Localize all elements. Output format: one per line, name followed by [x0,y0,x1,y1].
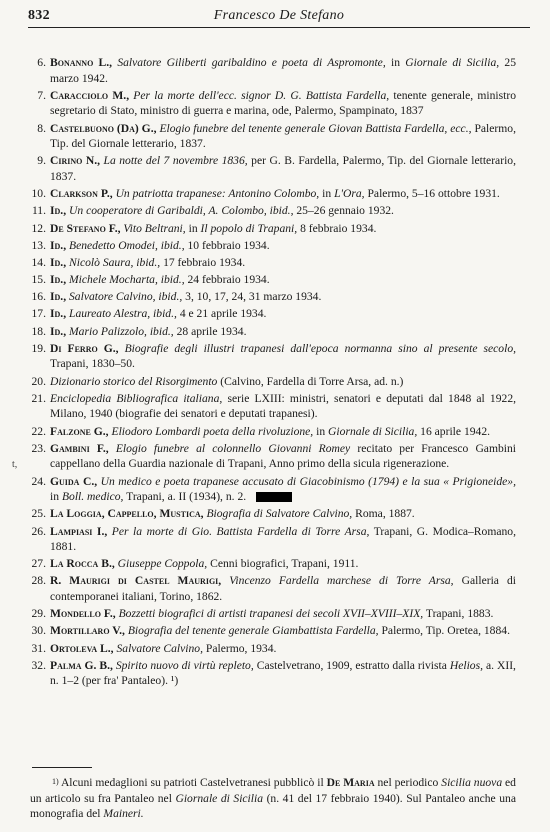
entry-title: Elogio funebre al colonnello Giovanni Romey [115,441,351,455]
entry-details: Galleria di contemporanei italiani, Torino, 1862. [50,574,516,604]
entry-title: Laureato Alestra, ibid., [69,307,177,321]
bibliography-entry [30,573,516,604]
entry-author: Caracciolo M., [50,88,130,102]
bibliography-entry [30,658,516,689]
entry-author: Palma G. B., [50,658,113,672]
entry-details: Trapani, 1883. [425,607,494,621]
entry-author: Bonanno L., [50,56,113,69]
entry-author: Ortoleva L., [50,641,114,655]
entry-details: 16 aprile 1942. [420,424,491,438]
entry-number: 26. [31,524,46,538]
entry-title: Biografie degli illustri trapanesi dall'epoca normanna sino al presente secolo, [124,341,517,355]
entry-number: 28. [31,574,46,588]
footnote-text: (n. 41 del 17 febbraio 1940). Sul Pantaleo anche una monografia del [30,791,516,821]
entry-number: 14. [31,255,46,269]
entry-details: Roma, 1887. [355,507,415,521]
entry-author: Mondello F., [50,607,116,621]
entry-number: 24. [31,474,46,488]
bibliography-entry [30,606,516,622]
entry-details: in [390,56,400,69]
entry-number: 31. [31,641,46,655]
entry-title: Dizionario storico del Risorgimento [50,374,218,388]
bibliography-entry [30,272,516,288]
entry-title: Giuseppe Coppola, [117,557,208,571]
entry-details: Trapani, G. Modica–Romano, 1881. [50,524,516,554]
entry-author: Id., [50,204,67,218]
footnote-rule [32,767,92,768]
entry-author: Guida C., [50,474,98,488]
entry-title: Salvatore Calvino, ibid., [69,290,183,304]
entry-title: Un patriotta trapanese: Antonino Colombo, [115,187,320,201]
bibliography-entry [30,623,516,639]
entry-source: Giornale di Sicilia, [405,56,500,69]
entry-details: Palermo, Tip. Oretea, 1884. [381,624,510,638]
entry-details: in [50,490,60,504]
entry-source: Helios, [449,658,484,672]
bibliography-entry [12,441,517,472]
bibliography-entry [30,221,516,237]
entry-details: 25–26 gennaio 1932. [296,204,394,218]
entry-number: 32. [31,658,46,672]
entry-number: 19. [31,341,46,355]
entry-details: 28 aprile 1934. [176,324,247,338]
entry-number: 13. [31,238,46,252]
entry-author: Id., [50,290,67,304]
entry-details: Castelvetrano, 1909, estratto dalla rivista [256,658,447,672]
entry-number: 6. [37,56,46,69]
entry-details: per G. B. Fardella, Palermo, Tip. del Giornale letterario, 1837. [50,154,516,183]
entry-title: Per la morte di Gio. Battista Fardella di Torre Arsa, [111,524,370,538]
entry-author: Castelbuono (Da) G., [50,121,157,135]
entry-author: De Stefano F., [50,221,121,235]
bibliography-entry [30,524,516,555]
entry-number: 15. [31,273,46,287]
entry-details: 17 febbraio 1934. [163,255,246,269]
entry-details: in [188,221,198,235]
entry-source: L'Ora, [334,187,365,201]
entry-number: 25. [31,507,46,521]
entry-title: Salvatore Giliberti garibaldino e poeta di Aspromonte, [117,56,386,69]
footnote-journal: Giornale di Sicilia [175,791,264,805]
entry-title: Spirito nuovo di virtù repleto, [115,658,254,672]
bibliography-entry [30,289,516,305]
bibliography-entry [30,88,516,119]
bibliography-list [12,55,517,691]
entry-details: in [322,187,332,201]
bibliography-entry [30,374,516,390]
entry-details: 8 febbraio 1934. [300,221,377,235]
entry-details: Palermo, 5–16 ottobre 1931. [367,187,500,201]
footnote-text: ed un articolo su fra Pantaleo nel [30,776,516,805]
entry-details: 25 marzo 1942. [50,56,516,85]
entry-author: Id., [50,307,67,321]
margin-annotation: t, [12,458,18,470]
entry-author: Id., [50,238,67,252]
footnote-text: nel periodico [377,776,439,789]
bibliography-entry [30,306,516,322]
entry-title: Vincenzo Fardella marchese di Torre Arsa, [229,574,454,588]
bibliography-entry [30,424,516,440]
entry-number: 22. [31,424,46,438]
entry-details: Palermo, Tip. del Giornale letterario, 1837. [50,121,516,151]
bibliography-entry [30,121,516,152]
entry-number: 23. [31,441,46,455]
entry-number: 11. [31,204,46,218]
entry-author: Clarkson P., [50,187,113,201]
entry-number: 12. [31,221,46,235]
entry-title: Biografia di Salvatore Calvino, [206,507,353,521]
entry-number: 21. [31,391,46,405]
entry-source: Boll. medico, [61,490,124,504]
entry-number: 30. [31,624,46,638]
bibliography-entry [30,506,516,522]
entry-details: 24 febbraio 1934. [187,273,270,287]
bibliography-entry [30,341,516,372]
entry-number: 9. [37,154,46,168]
entry-details: tenente generale, ministro segretario di Stato, ministro di guerra e marina, ode, Palermo, Spampinato, 1837 [50,88,517,118]
bibliography-entry [30,474,516,505]
entry-number: 16. [31,290,46,304]
entry-number: 7. [37,88,46,102]
entry-details: Palermo, 1934. [205,641,277,655]
running-title: Francesco De Stefano [213,8,345,23]
bibliography-entry [30,238,516,254]
entry-source: Il popolo di Trapani, [200,221,298,235]
footnote [30,775,516,822]
footnote-marker: 1) [52,777,59,786]
bibliography-entry [30,641,516,657]
entry-title: La notte del 7 novembre 1836, [103,154,248,168]
bibliography-entry [30,391,516,422]
entry-details: recitato per Francesco Gambini cappellano della Guardia nazionale di Trapani, Anno primo della sicula rigenerazione. [50,441,517,471]
entry-source: Giornale di Sicilia, [328,424,418,438]
entry-author: Lampiasi I., [50,524,108,538]
header-rule [28,27,530,28]
entry-details: a. XII, n. 1–2 (per fra' Pantaleo). ¹) [50,658,516,688]
bibliography-entry [30,203,516,219]
entry-details: Cenni biografici, Trapani, 1911. [210,557,359,571]
entry-title: Benedetto Omodei, ibid., [69,238,185,252]
footnote-author: Maineri. [103,807,144,821]
entry-author: Di Ferro G., [50,341,119,355]
entry-author: R. Maurigi di Castel Maurigi, [50,574,222,588]
entry-number: 17. [31,307,46,321]
entry-title: Michele Mocharta, ibid., [69,273,185,287]
bibliography-entry [30,153,516,184]
entry-title: Vito Beltrani, [123,221,186,235]
entry-title: Un cooperatore di Garibaldi, A. Colombo, ibid., [69,204,294,218]
footnote-author: De Maria [326,776,375,789]
entry-author: La Rocca B., [50,557,115,571]
entry-title: Mario Palizzolo, ibid., [69,324,174,338]
entry-author: Id., [50,255,67,269]
entry-title: Enciclopedia Bibliografica italiana, [50,391,223,405]
entry-number: 8. [37,121,46,135]
entry-author: La Loggia, Cappello, Mustica, [50,507,204,521]
entry-author: Cirino N., [50,154,101,168]
entry-details: 4 e 21 aprile 1934. [179,307,267,321]
redaction-block [256,492,292,502]
entry-title: Per la morte dell'ecc. signor D. G. Battista Fardella, [133,88,390,102]
entry-details: 10 febbraio 1934. [187,238,270,252]
entry-author: Gambini F., [50,441,109,455]
entry-details: Trapani, a. II (1934), n. 2. [126,490,247,504]
entry-author: Id., [50,273,67,287]
entry-title: Eliodoro Lombardi poeta della rivoluzione, [111,424,314,438]
entry-author: Mortillaro V., [50,624,125,638]
entry-title: Un medico e poeta trapanese accusato di Giacobinismo (1794) e la sua « Prigioneide», [100,474,516,488]
entry-number: 20. [31,374,46,388]
bibliography-entry [30,324,516,340]
bibliography-entry [30,186,516,202]
entry-details: in [316,424,326,438]
bibliography-entry [30,556,516,572]
entry-number: 29. [31,607,46,621]
bibliography-entry [30,55,516,86]
entry-details: 3, 10, 17, 24, 31 marzo 1934. [185,290,322,304]
entry-title: Biografia del tenente generale Giambattista Fardella, [127,624,379,638]
entry-number: 27. [31,557,46,571]
entry-details: (Calvino, Fardella di Torre Arsa, ad. n.) [220,374,404,388]
bibliography-entry [30,255,516,271]
entry-details: Trapani, 1830–50. [50,357,135,371]
entry-title: Elogio funebre del tenente generale Giovan Battista Fardella, ecc., [159,121,472,135]
footnote-text: Alcuni medaglioni su patrioti Castelvetranesi pubblicò il [60,776,324,789]
entry-title: Bozzetti biografici di artisti trapanesi dei secoli XVII–XVIII–XIX, [118,607,424,621]
entry-title: Nicolò Saura, ibid., [69,255,161,269]
entry-author: Id., [50,324,67,338]
entry-number: 10. [31,187,46,201]
entry-title: Salvatore Calvino, [116,641,203,655]
entry-number: 18. [31,324,46,338]
entry-author: Falzone G., [50,424,109,438]
page-number: 832 [28,8,50,23]
footnote-journal: Sicilia nuova [441,776,503,789]
entry-details: serie LXIII: ministri, senatori e deputati dal 1848 al 1922, Milano, 1940 (biografie dei senatori e deputati trapanesi). [50,391,517,421]
